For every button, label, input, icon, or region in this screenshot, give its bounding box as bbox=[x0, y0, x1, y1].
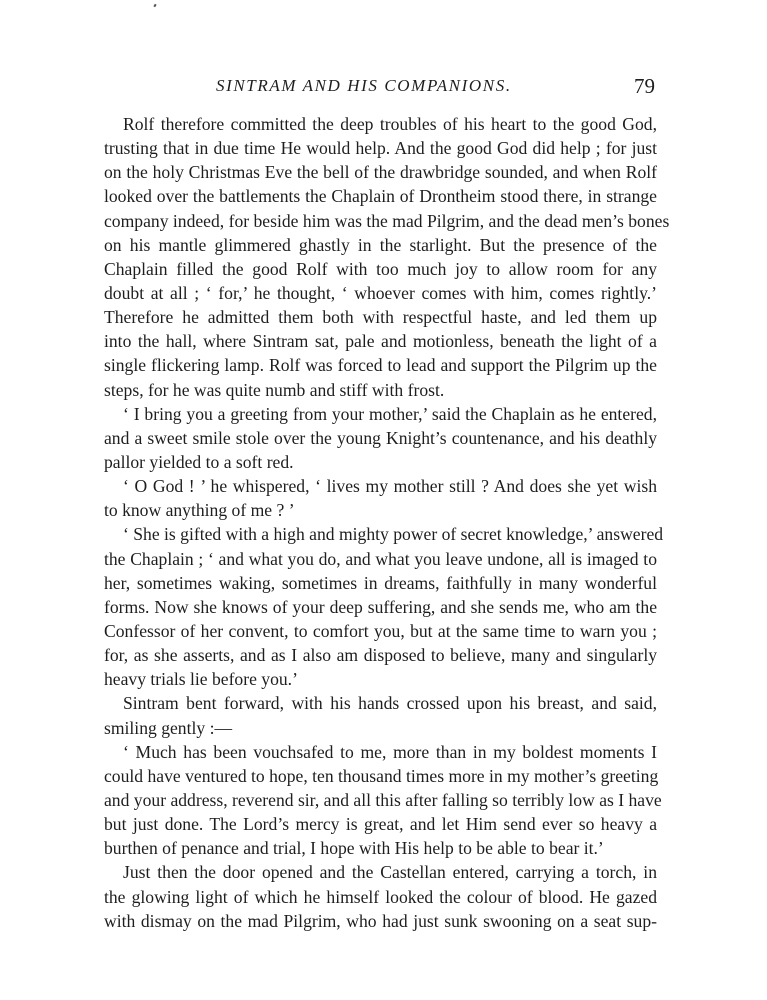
text-line: trusting that in due time He would help. And the good God did help ; for just bbox=[104, 138, 657, 159]
text-line: into the hall, where Sintram sat, pale and motionless, beneath the light of a bbox=[104, 331, 657, 352]
running-title: SINTRAM AND HIS COMPANIONS. bbox=[216, 76, 512, 95]
text-line: Therefore he admitted them both with respectful haste, and led them up bbox=[104, 307, 657, 328]
text-line: but just done. The Lord’s mercy is great, and let Him send ever so heavy a bbox=[104, 814, 657, 835]
text-line: ‘ She is gifted with a high and mighty power of secret knowledge,’ answered bbox=[123, 524, 664, 545]
text-line: steps, for he was quite numb and stiff with frost. bbox=[104, 379, 445, 400]
text-line: Sintram bent forward, with his hands crossed upon his breast, and said, bbox=[123, 693, 657, 714]
page-number: 79 bbox=[634, 74, 655, 98]
text-line: on the holy Christmas Eve the bell of the drawbridge sounded, and when Rolf bbox=[104, 162, 657, 183]
text-line: smiling gently :— bbox=[104, 717, 233, 738]
text-line: single flickering lamp. Rolf was forced to lead and support the Pilgrim up the bbox=[104, 355, 657, 376]
text-line: to know anything of me ? ’ bbox=[104, 500, 295, 521]
text-line: ‘ Much has been vouchsafed to me, more than in my boldest moments I bbox=[123, 741, 657, 762]
text-line: company indeed, for beside him was the mad Pilgrim, and the dead men’s bones bbox=[104, 210, 670, 231]
body-text bbox=[104, 112, 670, 933]
text-line: and a sweet smile stole over the young Knight’s countenance, and his deathly bbox=[104, 427, 657, 448]
page-header bbox=[0, 74, 767, 104]
text-line: ‘ O God ! ’ he whispered, ‘ lives my mother still ? And does she yet wish bbox=[123, 476, 657, 497]
text-line: Confessor of her convent, to comfort you, but at the same time to warn you ; bbox=[104, 620, 657, 641]
text-line: on his mantle glimmered ghastly in the starlight. But the presence of the bbox=[104, 234, 657, 255]
text-line: with dismay on the mad Pilgrim, who had just sunk swooning on a seat sup- bbox=[104, 910, 657, 931]
ink-speck bbox=[153, 4, 156, 8]
text-line: ‘ I bring you a greeting from your mother,’ said the Chaplain as he entered, bbox=[123, 403, 657, 424]
text-line: and your address, reverend sir, and all this after falling so terribly low as I have bbox=[104, 789, 662, 810]
text-line: doubt at all ; ‘ for,’ he thought, ‘ whoever comes with him, comes rightly.’ bbox=[104, 282, 657, 303]
text-line: looked over the battlements the Chaplain of Drontheim stood there, in strange bbox=[104, 186, 657, 207]
text-line: could have ventured to hope, ten thousand times more in my mother’s greeting bbox=[104, 765, 659, 786]
text-line: forms. Now she knows of your deep suffering, and she sends me, who am the bbox=[104, 596, 657, 617]
text-line: for, as she asserts, and as I also am disposed to believe, many and singularly bbox=[104, 645, 657, 666]
text-line: the Chaplain ; ‘ and what you do, and what you leave undone, all is imaged to bbox=[104, 548, 657, 569]
text-line: burthen of penance and trial, I hope with His help to be able to bear it.’ bbox=[104, 838, 604, 859]
text-line: heavy trials lie before you.’ bbox=[104, 669, 298, 690]
text-line: Just then the door opened and the Castellan entered, carrying a torch, in bbox=[123, 862, 657, 883]
text-line: Chaplain filled the good Rolf with too much joy to allow room for any bbox=[104, 258, 657, 279]
text-line: her, sometimes waking, sometimes in dreams, faithfully in many wonderful bbox=[104, 572, 657, 593]
text-line: pallor yielded to a soft red. bbox=[104, 451, 294, 472]
text-line: the glowing light of which he himself looked the colour of blood. He gazed bbox=[104, 886, 657, 907]
text-line: Rolf therefore committed the deep troubles of his heart to the good God, bbox=[123, 114, 657, 134]
